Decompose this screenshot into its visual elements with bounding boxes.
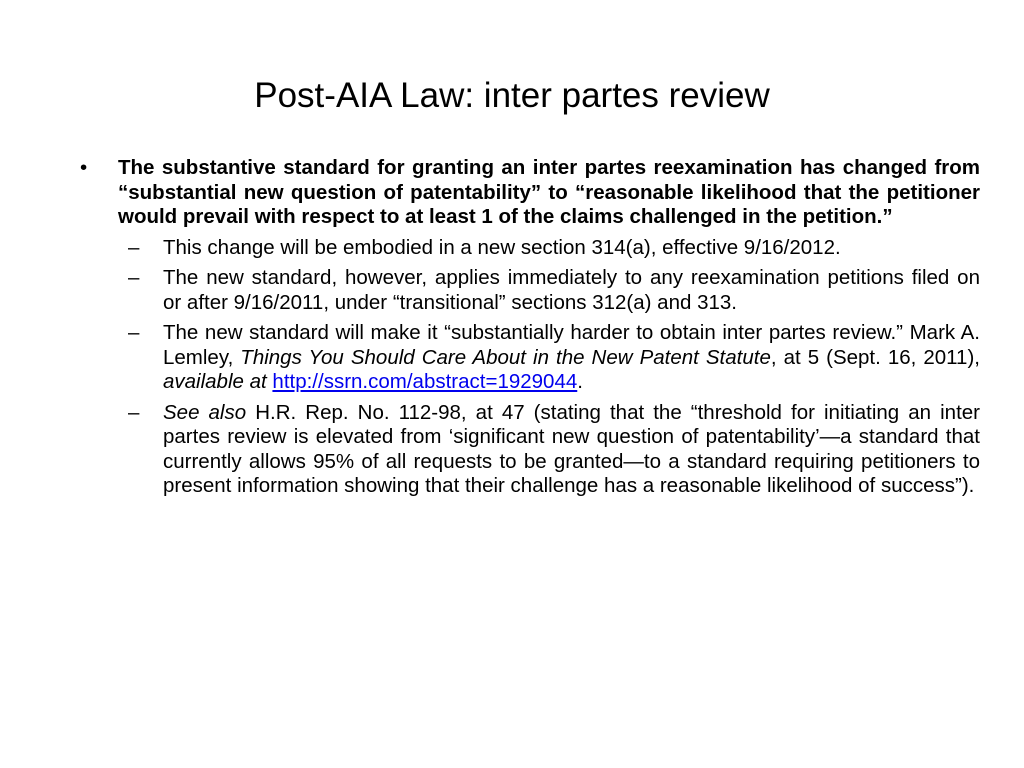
dash-marker: – xyxy=(128,266,140,289)
subitem-effective-date xyxy=(118,236,980,261)
main-bullet xyxy=(80,156,980,230)
subitem-text: The new standard will make it “substantially harder to obtain inter partes review.” Mark A. Lemley, xyxy=(163,321,980,369)
subitem-house-report xyxy=(118,401,980,499)
citation-detail: , at 5 (Sept. 16, 2011), xyxy=(770,345,980,369)
subitem-text: The new standard, however, applies immediately to any reexamination petitions filed on or after 9/16/2011, under “transitional” sections 312(a) and 313. xyxy=(163,266,980,314)
subitem-lemley-citation xyxy=(118,321,980,395)
article-title: Things You Should Care About in the New Patent Statute xyxy=(240,345,771,369)
subitem-transitional xyxy=(118,266,980,315)
dash-marker: – xyxy=(128,235,140,259)
subitem-text: H.R. Rep. No. 112-98, at 47 (stating that the “threshold for initiating an inter partes review is elevated from ‘significant new question of patentability’—a standard that currently allows 95% of all requests to be granted—to a standard requiring petitioners to present information showing that their challenge has a reasonable likelihood of success”). xyxy=(163,400,981,497)
ssrn-link[interactable]: http://ssrn.com/abstract=1929044 xyxy=(272,370,578,393)
main-bullet-text: The substantive standard for granting an inter partes reexamination has changed from “substantial new question of patentability” to “reasonable likelihood that the petitioner would prevail with respect to at least 1 of the claims challenged in the petition.” xyxy=(118,156,980,228)
slide-title: Post-AIA Law: inter partes review xyxy=(254,76,770,115)
subitem-text: This change will be embodied in a new section 314(a), effective 9/16/2012. xyxy=(163,235,841,259)
available-at-label: available at xyxy=(163,370,267,393)
citation-end: . xyxy=(577,370,583,393)
bullet-marker: • xyxy=(80,156,88,179)
slide-content xyxy=(80,156,980,499)
dash-marker: – xyxy=(128,400,140,424)
see-also-signal: See also xyxy=(163,400,247,424)
dash-marker: – xyxy=(128,321,140,344)
